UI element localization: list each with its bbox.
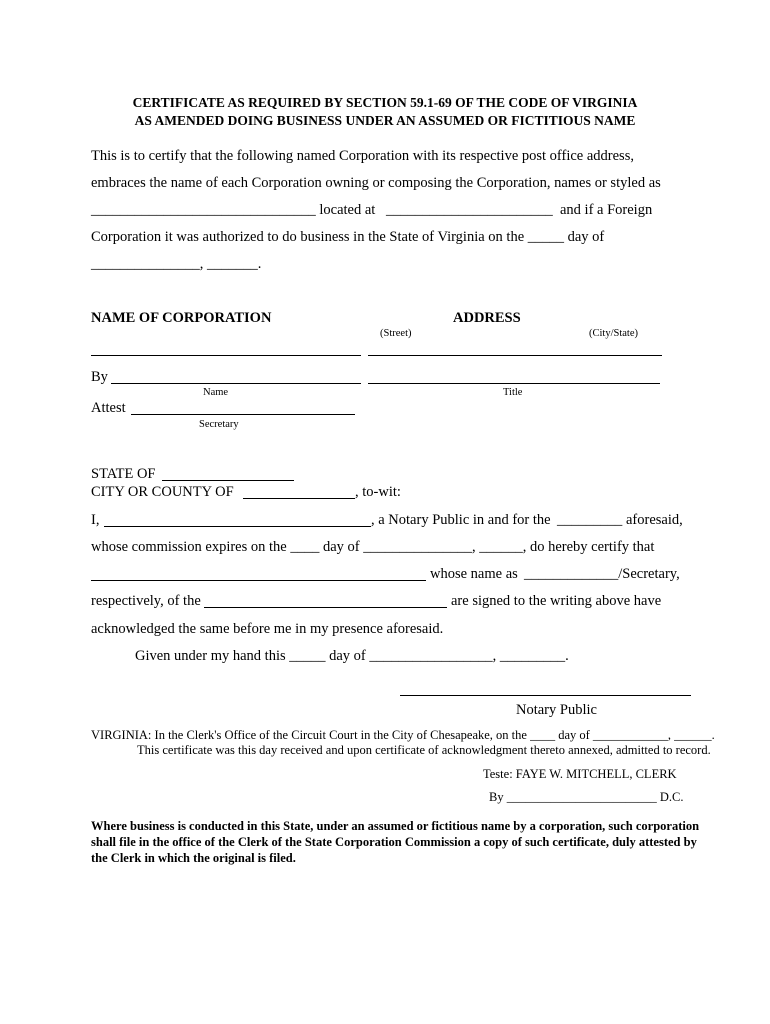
attest-line [131, 414, 355, 415]
notary-signature-line [400, 695, 691, 696]
notary-i-label: I, [91, 512, 100, 528]
aforesaid-text: aforesaid, [626, 512, 683, 528]
city-or-county-line [243, 498, 355, 499]
attest-label: Attest [91, 400, 126, 416]
corporation-name-line [91, 355, 361, 356]
city-or-county-label: CITY OR COUNTY OF [91, 484, 234, 500]
intro-line-3-foreign: and if a Foreign [560, 202, 653, 218]
secretary-blank: _____________/Secretary, [524, 566, 680, 582]
footer-note-line-1: Where business is conducted in this State, under an assumed or fictitious name by a corporation, such corporation [91, 819, 700, 833]
notary-name-line [104, 526, 371, 527]
teste-clerk-line: Teste: FAYE W. MITCHELL, CLERK [483, 767, 677, 781]
name-of-corporation-header: NAME OF CORPORATION [91, 310, 272, 326]
by-label: By [91, 369, 108, 385]
title-caption: Title [503, 387, 523, 398]
intro-line-4: Corporation it was authorized to do business in the State of Virginia on the _____ day of [91, 229, 605, 245]
given-under-hand-text: Given under my hand this _____ day of _________________, _________. [135, 648, 569, 664]
address-line [368, 355, 662, 356]
signer-name-line [91, 580, 426, 581]
intro-line-5-date-blanks: _______________, _______. [91, 256, 262, 272]
deputy-clerk-line: By ________________________ D.C. [489, 790, 684, 804]
notary-jurisdiction-blank: _________ [557, 512, 623, 528]
street-label: (Street) [380, 328, 412, 339]
intro-line-3-name-located: _______________________________ located at [91, 202, 376, 218]
by-name-line [111, 383, 361, 384]
are-signed-text: are signed to the writing above have [451, 593, 662, 609]
acknowledged-text: acknowledged the same before me in my presence aforesaid. [91, 621, 444, 637]
respectively-of-text: respectively, of the [91, 593, 201, 609]
certificate-received-line: This certificate was this day received and upon certificate of acknowledgment thereto annexed, admitted to record. [137, 743, 711, 757]
state-of-label: STATE OF [91, 466, 156, 482]
corporation-blank-line [204, 607, 447, 608]
virginia-clerk-line: VIRGINIA: In the Clerk's Office of the Circuit Court in the City of Chesapeake, on the ____ day of ____________, ______. [91, 728, 715, 742]
title-line-2: AS AMENDED DOING BUSINESS UNDER AN ASSUMED OR FICTITIOUS NAME [134, 113, 636, 128]
commission-expires-line: whose commission expires on the ____ day of _______________, ______, do hereby certify that [91, 539, 655, 555]
intro-line-1: This is to certify that the following named Corporation with its respective post office address, [91, 148, 634, 164]
name-caption: Name [203, 387, 229, 398]
address-header: ADDRESS [453, 310, 521, 326]
intro-line-2: embraces the name of each Corporation owning or composing the Corporation, names or styled as [91, 175, 661, 191]
by-title-line [368, 383, 660, 384]
intro-line-3-location-blank: _______________________ [386, 202, 553, 218]
notary-public-caption: Notary Public [516, 702, 597, 718]
city-state-label: (City/State) [589, 328, 638, 339]
state-of-line [162, 480, 294, 481]
footer-note-line-3: the Clerk in which the original is filed. [91, 851, 296, 865]
title-line-1: CERTIFICATE AS REQUIRED BY SECTION 59.1-69 OF THE CODE OF VIRGINIA [132, 95, 638, 110]
secretary-caption: Secretary [199, 419, 239, 430]
whose-name-as-text: whose name as [430, 566, 518, 582]
to-wit-text: , to-wit: [355, 484, 401, 500]
notary-public-in-for-text: , a Notary Public in and for the [371, 512, 551, 528]
footer-note-line-2: shall file in the office of the Clerk of the State Corporation Commission a copy of such certificate, duly attested by [91, 835, 697, 849]
